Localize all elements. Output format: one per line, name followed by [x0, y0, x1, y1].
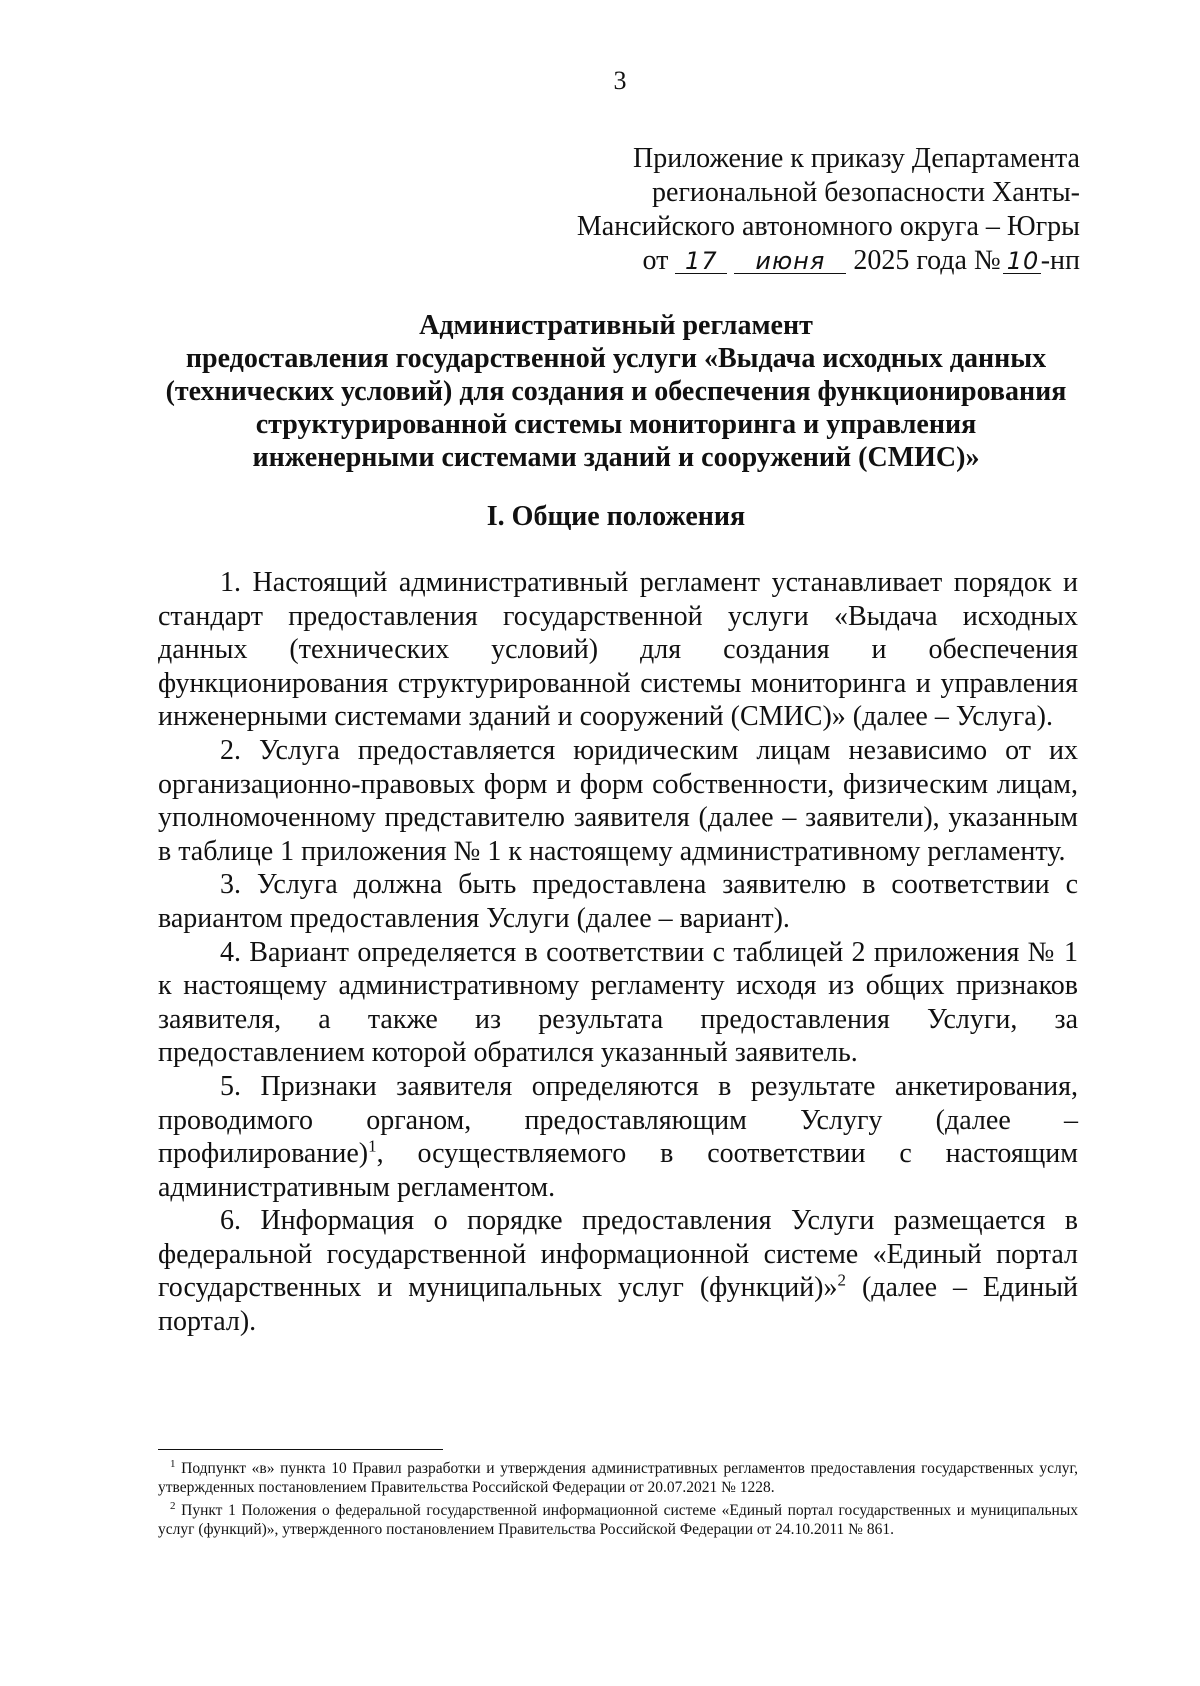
approval-line-1: Приложение к приказу Департамента	[633, 143, 1080, 174]
date-prefix: от	[642, 245, 669, 276]
paragraph-6-text: 6. Информация о порядке предоставления Услуги размещается в федеральной государственной информационной системе «Единый портал государственных и муниципальных услуг (функций)»	[158, 1205, 1078, 1304]
date-year: 2025 года №	[853, 245, 1001, 276]
approval-line-3: Мансийского автономного округа – Югры	[576, 211, 1080, 242]
footnote-2	[158, 1501, 1078, 1539]
paragraph-6	[158, 1204, 1078, 1338]
approval-line-2: региональной безопасности Ханты-	[652, 177, 1080, 208]
body-text	[158, 566, 1078, 1339]
footnote-2-mark: 2	[170, 1499, 176, 1512]
page-number: 3	[613, 66, 627, 95]
order-suffix: -нп	[1040, 245, 1080, 276]
title-line-2: предоставления государственной услуги «Выдача исходных данных	[185, 343, 1047, 374]
approval-block	[560, 142, 1080, 278]
paragraph-5-text-end: , осуществляемого в соответствии с настоящим административным регламентом.	[158, 1138, 1078, 1203]
footnote-ref-1[interactable]: 1	[368, 1136, 377, 1156]
title-line-3: (технических условий) для создания и обеспечения функционирования	[165, 376, 1067, 407]
paragraph-1: 1. Настоящий административный регламент устанавливает порядок и стандарт предоставления государственной услуги «Выдача исходных данных (технических условий) для создания и обеспечения функционирования структурированной системы мониторинга и управления инженерными системами зданий и сооружений (СМИС)» (далее – Услуга).	[158, 567, 1078, 733]
paragraph-3: 3. Услуга должна быть предоставлена заявителю в соответствии с вариантом предоставления Услуги (далее – вариант).	[158, 869, 1078, 934]
footnote-ref-2[interactable]: 2	[837, 1271, 846, 1291]
handwritten-order-number: 10	[1003, 249, 1041, 274]
title-line-1: Административный регламент	[419, 310, 813, 341]
footnote-1-text: Подпункт «в» пункта 10 Правил разработки и утверждения административных регламентов предоставления государственных услуг, утвержденных постановлением Правительства Российской Федерации от 20.07.2021 № 1228.	[158, 1460, 1078, 1496]
title-line-5: инженерными системами зданий и сооружений (СМИС)»	[252, 442, 980, 473]
handwritten-day: 17	[675, 249, 727, 274]
paragraph-4: 4. Вариант определяется в соответствии с таблицей 2 приложения № 1 к настоящему административному регламенту исходя из общих признаков заявителя, а также из результата предоставления Услуги, за предоставлением которой обратился указанный заявитель.	[158, 936, 1078, 1069]
footnote-1-mark: 1	[170, 1457, 176, 1470]
paragraph-6-text-end: (далее – Единый портал).	[158, 1272, 1078, 1338]
paragraph-5	[158, 1070, 1078, 1204]
section-title: I. Общие положения	[486, 501, 746, 532]
paragraph-2: 2. Услуга предоставляется юридическим лицам независимо от их организационно-правовых форм и форм собственности, физическим лицам, уполномоченному представителю заявителя (далее – заявители), указанным в таблице 1 приложения № 1 к настоящему административному регламенту.	[158, 734, 1078, 867]
footnote-2-text: Пункт 1 Положения о федеральной государственной информационной системе «Единый портал государственных и муниципальных услуг (функций)», утвержденного постановлением Правительства Российской Федерации от 24.10.2011 № 861.	[158, 1502, 1078, 1538]
regulation-title	[150, 309, 1082, 474]
footnote-1	[158, 1459, 1078, 1497]
footnote-separator	[158, 1449, 443, 1450]
handwritten-month: июня	[734, 249, 846, 274]
approval-date-line	[560, 244, 1080, 278]
title-line-4: структурированной системы мониторинга и управления	[255, 409, 977, 440]
footnotes	[158, 1459, 1078, 1543]
paragraph-5-text: 5. Признаки заявителя определяются в результате анкетирования, проводимого органом, предоставляющим Услугу (далее – профилирование)	[158, 1070, 1078, 1170]
